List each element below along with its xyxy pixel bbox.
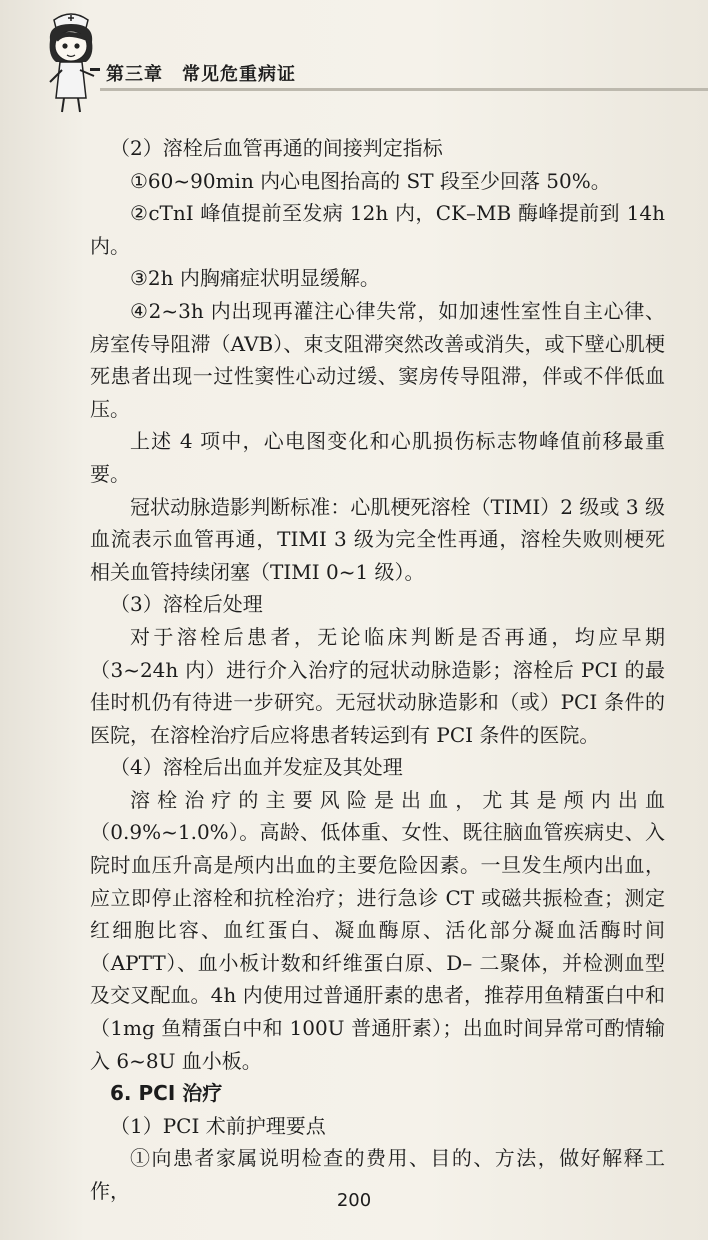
header-rule — [100, 88, 708, 91]
paragraph: ①60~90min 内心电图抬高的 ST 段至少回落 50%。 — [130, 168, 611, 193]
subheading: （2）溶栓后血管再通的间接判定指标 — [110, 136, 443, 160]
section-heading: 6. PCI 治疗 — [110, 1081, 223, 1106]
paragraph: 溶栓治疗的主要风险是出血，尤其是颅内出血（0.9%~1.0%）。高龄、低体重、女性、既往脑血管疾病史、入院时血压升高是颅内出血的主要危险因素。一旦发生颅内出血，应立即停止溶栓和抗栓治疗；进行急诊 CT 或磁共振检查；测定红细胞比容、血红蛋白、凝血酶原、活化部分凝血活酶时间（APTT）、血小板计数和纤维蛋白原、D– 二聚体，并检测血型及交叉配血。4h 内使用过普通肝素的患者，推荐用鱼精蛋白中和（1mg 鱼精蛋白中和 100U 普通肝素）；出血时间异常可酌情输入 6~8U 血小板。 — [90, 787, 665, 1073]
paragraph: 对于溶栓后患者，无论临床判断是否再通，均应早期（3~24h 内）进行介入治疗的冠状动脉造影；溶栓后 PCI 的最佳时机仍有待进一步研究。无冠状动脉造影和（或）PCI 条件的医院，在溶栓治疗后应将患者转运到有 PCI 条件的医院。 — [90, 624, 665, 747]
chapter-header: 第三章 常见危重病证 — [106, 64, 296, 85]
subheading: （1）PCI 术前护理要点 — [110, 1113, 326, 1138]
paragraph: ①向患者家属说明检查的费用、目的、方法，做好解释工作， — [90, 1146, 665, 1203]
paragraph: 上述 4 项中，心电图变化和心肌损伤标志物峰值前移最重要。 — [90, 429, 665, 486]
subheading: （3）溶栓后处理 — [110, 592, 263, 617]
page-body — [90, 132, 665, 1208]
page-number: 200 — [336, 1190, 372, 1211]
paragraph: ③2h 内胸痛症状明显缓解。 — [130, 266, 380, 291]
nurse-mascot-icon — [40, 10, 102, 116]
paragraph: ②cTnI 峰值提前至发病 12h 内，CK–MB 酶峰提前到 14h 内。 — [90, 201, 665, 258]
subheading: （4）溶栓后出血并发症及其处理 — [110, 755, 403, 780]
paragraph: ④2~3h 内出现再灌注心律失常，如加速性室性自主心律、房室传导阻滞（AVB）、束支阻滞突然改善或消失，或下壁心肌梗死患者出现一过性窦性心动过缓、窦房传导阻滞，伴或不伴低血压。 — [90, 298, 665, 421]
paragraph: 冠状动脉造影判断标准：心肌梗死溶栓（TIMI）2 级或 3 级血流表示血管再通，TIMI 3 级为完全性再通，溶栓失败则梗死相关血管持续闭塞（TIMI 0~1 级）。 — [90, 494, 665, 584]
